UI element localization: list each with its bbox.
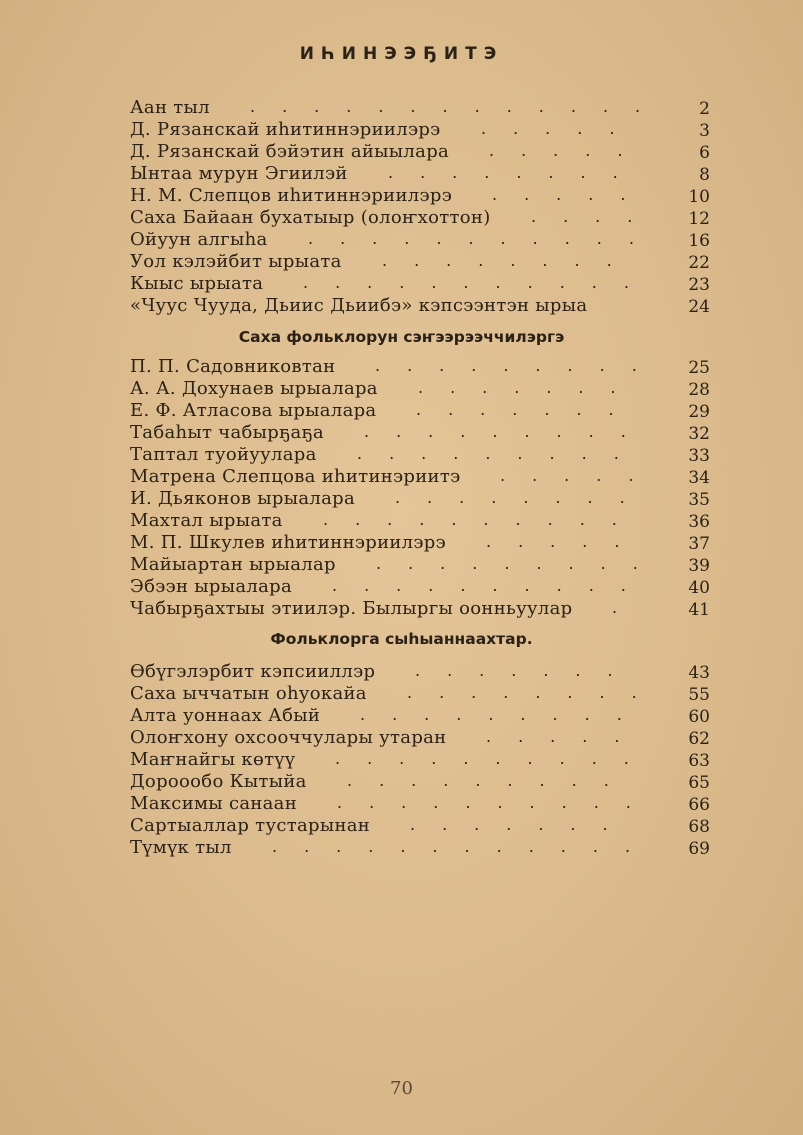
toc-entry xyxy=(130,466,710,488)
toc-entry xyxy=(130,229,710,251)
leader-dots: .......... xyxy=(323,510,644,529)
toc-entry xyxy=(130,488,710,510)
toc-entry xyxy=(130,163,710,185)
leader-dots: ........ xyxy=(407,683,664,702)
toc-entry-page: 66 xyxy=(688,795,710,815)
toc-entry xyxy=(130,251,710,273)
toc-entry-page: 36 xyxy=(688,512,710,532)
toc-entry-title: Саха Байаан бухатыыр (олоҥхоттон) xyxy=(130,207,491,228)
toc-entry-title: Максимы санаан xyxy=(130,793,298,814)
leader-dots: .......... xyxy=(335,749,656,768)
leader-dots: ......... xyxy=(360,705,649,724)
toc-entry-page: 6 xyxy=(699,143,710,163)
toc-entry-title: Түмүк тыл xyxy=(130,837,232,858)
toc-entry-title: Алта уоннаах Абый xyxy=(130,705,321,726)
toc-entry-page: 23 xyxy=(688,275,710,295)
toc-entry-title: Сартыаллар тустарынан xyxy=(130,815,371,836)
toc-entry xyxy=(130,661,710,683)
toc-entry-page: 69 xyxy=(688,839,710,859)
toc-entry-page: 43 xyxy=(688,663,710,683)
leader-dots: ......... xyxy=(376,554,665,573)
toc-entry-page: 16 xyxy=(688,231,710,251)
toc-entry xyxy=(130,356,710,378)
toc-entry xyxy=(130,444,710,466)
toc-entry xyxy=(130,207,710,229)
toc-entry-title: Аан тыл xyxy=(130,97,210,118)
leader-dots: . xyxy=(612,598,645,617)
toc-entry xyxy=(130,422,710,444)
toc-entry-page: 37 xyxy=(688,534,710,554)
toc-entry-page: 3 xyxy=(699,121,710,141)
toc-entry xyxy=(130,295,710,317)
toc-entry xyxy=(130,683,710,705)
page-title: ИҺИНЭЭҔИТЭ xyxy=(299,44,504,64)
toc-entry-page: 2 xyxy=(699,99,710,119)
section-heading: Саха фольклорун сэҥээрээччилэргэ xyxy=(238,328,565,346)
toc-entry xyxy=(130,771,710,793)
page-number: 70 xyxy=(390,1078,413,1099)
toc-entry-page: 35 xyxy=(688,490,710,510)
toc-entry-title: И. Дьяконов ырыалара xyxy=(130,488,356,509)
toc-entry-title: Өбүгэлэрбит кэпсииллэр xyxy=(130,661,376,682)
toc-entry-title: Н. М. Слепцов иһитиннэриилэрэ xyxy=(130,185,453,206)
toc-entry xyxy=(130,837,710,859)
leader-dots: ......... xyxy=(375,356,664,375)
toc-entry-page: 60 xyxy=(688,707,710,727)
leader-dots: .... xyxy=(531,207,660,226)
toc-entry-page: 29 xyxy=(688,402,710,422)
toc-entry xyxy=(130,554,710,576)
toc-entry xyxy=(130,510,710,532)
toc-entry-page: 32 xyxy=(688,424,710,444)
toc-entry-title: Ынтаа мурун Эгиилэй xyxy=(130,163,348,184)
toc-entry xyxy=(130,532,710,554)
toc-entry-page: 34 xyxy=(688,468,710,488)
toc-entry-page: 10 xyxy=(688,187,710,207)
toc-entry xyxy=(130,119,710,141)
toc-entry-title: Таптал туойуулара xyxy=(130,444,317,465)
leader-dots: ......... xyxy=(357,444,646,463)
leader-dots: ....... xyxy=(410,815,635,834)
toc-entry-title: А. А. Дохунаев ырыалара xyxy=(130,378,378,399)
toc-entry xyxy=(130,400,710,422)
toc-entry-page: 62 xyxy=(688,729,710,749)
toc-entry xyxy=(130,378,710,400)
leader-dots: ........ xyxy=(388,163,645,182)
toc-entry-page: 12 xyxy=(688,209,710,229)
toc-entry-title: Матрена Слепцова иһитинэриитэ xyxy=(130,466,461,487)
leader-dots: ........... xyxy=(303,273,656,292)
leader-dots: ........ xyxy=(395,488,652,507)
toc-entry-page: 28 xyxy=(688,380,710,400)
leader-dots: .......... xyxy=(337,793,658,812)
leader-dots: ......... xyxy=(364,422,653,441)
toc-entry-page: 65 xyxy=(688,773,710,793)
toc-entry-page: 68 xyxy=(688,817,710,837)
leader-dots: ....... xyxy=(416,400,641,419)
leader-dots: .......... xyxy=(332,576,653,595)
toc-entry-title: П. П. Садовниковтан xyxy=(130,356,336,377)
toc-entry xyxy=(130,793,710,815)
toc-entry-page: 22 xyxy=(688,253,710,273)
leader-dots: ..... xyxy=(486,532,647,551)
toc-entry xyxy=(130,705,710,727)
leader-dots: ......... xyxy=(347,771,636,790)
toc-entry-page: 63 xyxy=(688,751,710,771)
toc-entry-title: Уол кэлэйбит ырыата xyxy=(130,251,342,272)
toc-entry-title: Чабырҕахтыы этиилэр. Былыргы оонньуулар xyxy=(130,598,573,619)
toc-entry-title: Дороообо Кытыйа xyxy=(130,771,307,792)
toc-entry xyxy=(130,815,710,837)
toc-entry-title: Махтал ырыата xyxy=(130,510,283,531)
leader-dots: ..... xyxy=(492,185,653,204)
toc-entry-title: М. П. Шкулев иһитиннэриилэрэ xyxy=(130,532,446,553)
toc-entry-page: 25 xyxy=(688,358,710,378)
toc-entry-title: Эбээн ырыалара xyxy=(130,576,293,597)
toc-entry-title: Д. Рязанскай иһитиннэриилэрэ xyxy=(130,119,441,140)
section-heading: Фольклорга сыһыаннаахтар. xyxy=(270,630,533,648)
toc-entry xyxy=(130,185,710,207)
leader-dots: ..... xyxy=(481,119,642,138)
toc-entry-title: Маҥнайгы көтүү xyxy=(130,749,296,770)
toc-entry xyxy=(130,576,710,598)
toc-entry-page: 24 xyxy=(688,297,710,317)
toc-entry-page: 40 xyxy=(688,578,710,598)
toc-entry xyxy=(130,727,710,749)
leader-dots: ............. xyxy=(250,97,668,116)
toc-entry xyxy=(130,598,710,620)
toc-entry-title: Е. Ф. Атласова ырыалара xyxy=(130,400,377,421)
toc-entry-page: 55 xyxy=(688,685,710,705)
toc-entry-page: 39 xyxy=(688,556,710,576)
toc-entry-title: Д. Рязанскай бэйэтин айыылара xyxy=(130,141,450,162)
toc-entry-title: Табаһыт чабырҕаҕа xyxy=(130,422,324,443)
leader-dots: ............ xyxy=(272,837,658,856)
leader-dots: ........... xyxy=(308,229,661,248)
leader-dots: ....... xyxy=(415,661,640,680)
leader-dots: ....... xyxy=(418,378,643,397)
leader-dots: ..... xyxy=(489,141,650,160)
toc-entry-title: Саха ыччатын оһуокайа xyxy=(130,683,367,704)
toc-entry-title: «Чуус Чууда, Дьиис Дьиибэ» кэпсээнтэн ырыа xyxy=(130,295,588,316)
toc-entry-title: Ойуун алгыһа xyxy=(130,229,268,250)
toc-entry-title: Майыартан ырыалар xyxy=(130,554,336,575)
leader-dots: ..... xyxy=(486,727,647,746)
toc-entry xyxy=(130,749,710,771)
toc-entry-page: 33 xyxy=(688,446,710,466)
toc-entry-title: Кыыс ырыата xyxy=(130,273,264,294)
toc-entry-page: 8 xyxy=(699,165,710,185)
leader-dots: ........ xyxy=(382,251,639,270)
leader-dots: ..... xyxy=(500,466,661,485)
toc-entry xyxy=(130,141,710,163)
toc-entry xyxy=(130,97,710,119)
toc-entry-page: 41 xyxy=(688,600,710,620)
toc-entry xyxy=(130,273,710,295)
toc-entry-title: Олоҥхону охсооччулары утаран xyxy=(130,727,447,748)
